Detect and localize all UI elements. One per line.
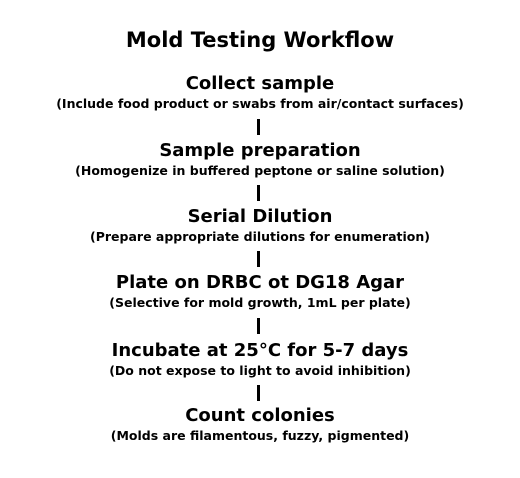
step-note: (Homogenize in buffered peptone or saline solution) bbox=[75, 163, 445, 178]
step-name: Collect sample bbox=[185, 73, 335, 94]
step-sample-preparation bbox=[0, 140, 520, 179]
connector-line bbox=[257, 318, 260, 334]
step-note: (Include food product or swabs from air/contact surfaces) bbox=[56, 96, 464, 111]
connector-line bbox=[257, 119, 260, 135]
step-plate bbox=[0, 272, 520, 311]
step-name: Sample preparation bbox=[159, 140, 361, 161]
connector-line bbox=[257, 185, 260, 201]
step-name: Incubate at 25°C for 5-7 days bbox=[111, 340, 409, 361]
step-note: (Selective for mold growth, 1mL per plate) bbox=[109, 295, 411, 310]
connector-line bbox=[257, 385, 260, 401]
step-note: (Do not expose to light to avoid inhibition) bbox=[109, 363, 411, 378]
connector-line bbox=[257, 251, 260, 267]
step-incubate bbox=[0, 340, 520, 379]
diagram-title: Mold Testing Workflow bbox=[125, 28, 395, 52]
step-name: Count colonies bbox=[185, 405, 335, 426]
step-serial-dilution bbox=[0, 206, 520, 245]
step-note: (Molds are filamentous, fuzzy, pigmented) bbox=[110, 428, 410, 443]
step-name: Serial Dilution bbox=[187, 206, 333, 227]
step-name: Plate on DRBC ot DG18 Agar bbox=[115, 272, 405, 293]
step-note: (Prepare appropriate dilutions for enumeration) bbox=[90, 229, 430, 244]
step-collect-sample bbox=[0, 73, 520, 112]
step-count-colonies bbox=[0, 405, 520, 444]
